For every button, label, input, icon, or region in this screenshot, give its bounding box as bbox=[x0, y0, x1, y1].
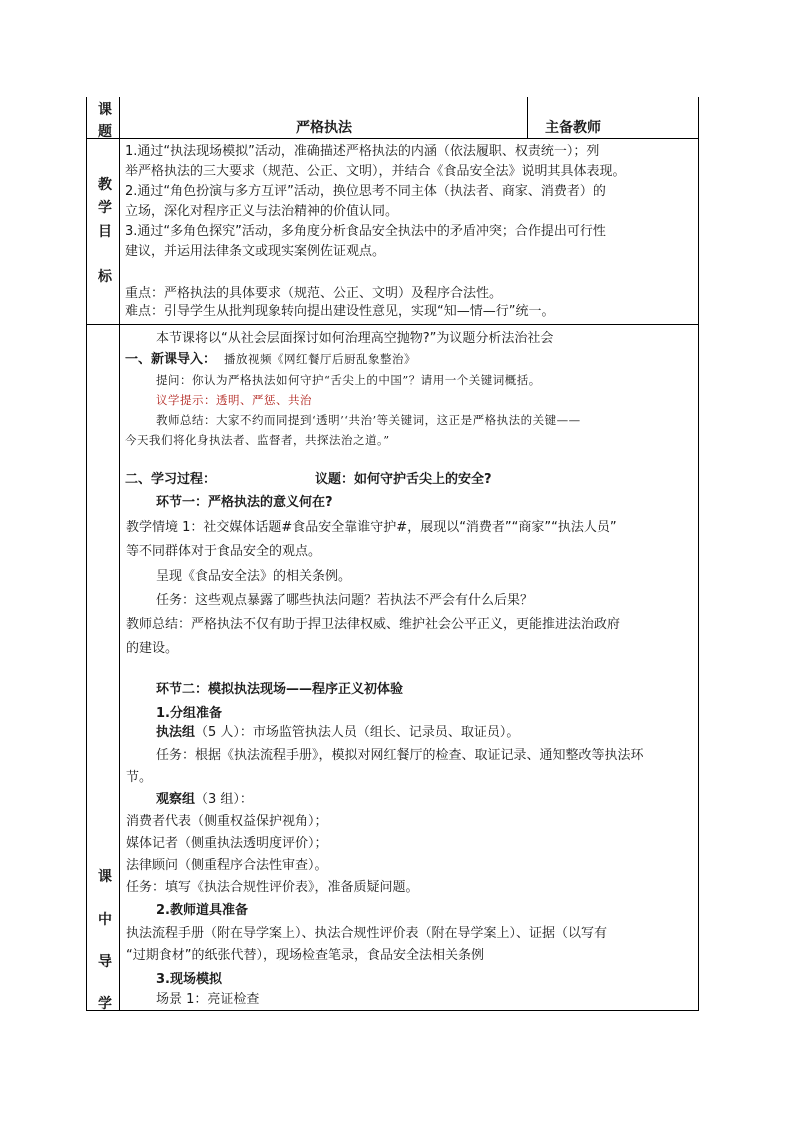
lesson-label-char: 导 bbox=[98, 954, 112, 970]
props-line: “过期食材”的纸张代替），现场检查笔录，食品安全法相关条例 bbox=[126, 948, 484, 963]
header-divider bbox=[527, 97, 528, 139]
goal-line: 立场，深化对程序正义与法治精神的价值认同。 bbox=[125, 204, 399, 219]
enforce-group-label: 执法组 bbox=[156, 725, 196, 740]
lesson-label-char: 课 bbox=[98, 869, 112, 885]
enforce-task-line: 节。 bbox=[126, 770, 153, 785]
topic-label-char: 题 bbox=[98, 124, 112, 140]
topic-label-char: 课 bbox=[98, 102, 112, 118]
goal-line: 3.通过“多角色探究”活动，多角度分析食品安全执法中的矛盾冲突；合作提出可行性 bbox=[125, 224, 606, 239]
observe-task: 任务：填写《执法合规性评价表》，准备质疑问题。 bbox=[126, 880, 419, 895]
observe-group-label: 观察组 bbox=[156, 792, 196, 807]
goals-label-char: 学 bbox=[98, 200, 112, 216]
row-divider-2 bbox=[86, 324, 699, 325]
enforce-group-desc: （5 人）：市场监管执法人员（组长、记录员、取证员）。 bbox=[195, 725, 520, 740]
observe-group bbox=[156, 793, 253, 806]
table-bottom-border bbox=[86, 1010, 699, 1011]
label-column-divider bbox=[119, 97, 120, 1011]
link2-title: 环节二：模拟执法现场——程序正义初体验 bbox=[156, 682, 404, 697]
goals-label-char: 标 bbox=[98, 269, 112, 285]
props-line: 执法流程手册（附在导学案上）、执法合规性评价表（附在导学案上）、证据（以写有 bbox=[126, 926, 608, 941]
section2-title: 二、学习过程： bbox=[125, 472, 217, 487]
difficult-point: 难点：引导学生从批判现象转向提出建设性意见，实现“知—情—行”统一。 bbox=[125, 304, 555, 319]
teacher-summary-line: 今天我们将化身执法者、监督者，共探法治之道。” bbox=[125, 433, 390, 447]
section1-title: 一、新课导入： bbox=[125, 352, 217, 367]
teacher-summary-line: 教师总结：大家不约而同提到‘透明’‘共治’等关键词，这正是严格执法的关键—— bbox=[156, 413, 581, 427]
observe-item: 法律顾问（侧重程序合法性审查）。 bbox=[126, 858, 328, 873]
goals-label-char: 目 bbox=[98, 224, 112, 240]
intro-question: 提问：你认为严格执法如何守护“舌尖上的中国”？请用一个关键词概括。 bbox=[156, 373, 541, 387]
teacher-label: 主备教师 bbox=[545, 120, 601, 136]
lesson-title: 严格执法 bbox=[296, 120, 352, 136]
lesson-intro: 本节课将以“从社会层面探讨如何治理高空抛物?”为议题分析法治社会 bbox=[156, 331, 554, 346]
goals-label-char: 教 bbox=[98, 177, 112, 193]
key-point: 重点：严格执法的具体要求（规范、公正、文明）及程序合法性。 bbox=[125, 286, 503, 301]
task1: 任务：这些观点暴露了哪些执法问题？若执法不严会有什么后果？ bbox=[156, 593, 534, 608]
teacher-summary2-line: 教师总结：严格执法不仅有助于捍卫法律权威、维护社会公平正义，更能推进法治政府 bbox=[126, 617, 621, 632]
lesson-label-char: 学 bbox=[98, 996, 112, 1012]
goal-line: 1.通过“执法现场模拟”活动，准确描述严格执法的内涵（依法履职、权责统一）；列 bbox=[125, 144, 600, 159]
table-right-border bbox=[698, 97, 699, 1011]
teacher-summary2-line: 的建设。 bbox=[126, 641, 179, 656]
goal-line: 建议，并运用法律条文或现实案例佐证观点。 bbox=[125, 244, 386, 259]
observe-item: 媒体记者（侧重执法透明度评价）； bbox=[126, 836, 328, 851]
lesson-label-char: 中 bbox=[98, 912, 112, 928]
enforce-group bbox=[156, 726, 519, 739]
section1-video: 播放视频《网红餐厅后厨乱象整治》 bbox=[224, 352, 416, 366]
observe-item: 消费者代表（侧重权益保护视角）； bbox=[126, 814, 328, 829]
goal-line: 2.通过“角色扮演与多方互评”活动，换位思考不同主体（执法者、商家、消费者）的 bbox=[125, 184, 606, 199]
table-left-border bbox=[86, 97, 87, 1011]
simulation-title: 3.现场模拟 bbox=[156, 972, 222, 987]
goal-line: 举严格执法的三大要求（规范、公正、文明），并结合《食品安全法》说明其具体表现。 bbox=[125, 164, 626, 179]
present-law: 呈现《食品安全法》的相关条例。 bbox=[156, 569, 352, 584]
prep-title: 1.分组准备 bbox=[156, 706, 222, 721]
discussion-hint: 议学提示：透明、严惩、共治 bbox=[156, 393, 312, 407]
row-divider-1 bbox=[86, 138, 699, 139]
scenario1-line: 等不同群体对于食品安全的观点。 bbox=[126, 544, 322, 559]
props-title: 2.教师道具准备 bbox=[156, 903, 248, 918]
observe-group-desc: （3 组）： bbox=[195, 792, 253, 807]
enforce-task-line: 任务：根据《执法流程手册》，模拟对网红餐厅的检查、取证记录、通知整改等执法环 bbox=[156, 748, 644, 763]
scene1: 场景 1：亮证检查 bbox=[156, 992, 260, 1007]
link1-title: 环节一：严格执法的意义何在? bbox=[156, 495, 333, 510]
scenario1-line: 教学情境 1：社交媒体话题#食品安全靠谁守护#，展现以“消费者”“商家”“执法人员” bbox=[126, 520, 617, 535]
section2-topic: 议题：如何守护舌尖上的安全? bbox=[315, 472, 492, 487]
